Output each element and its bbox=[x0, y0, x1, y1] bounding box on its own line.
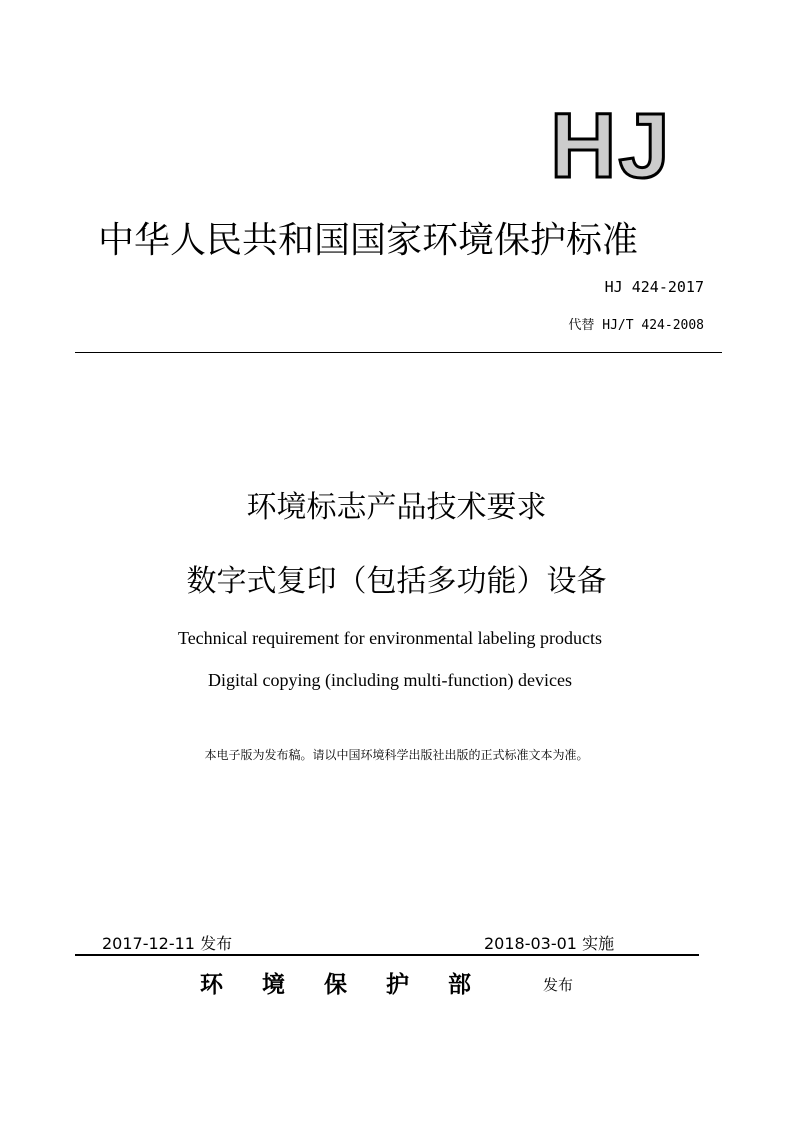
replaces-code: 代替 HJ/T 424-2008 bbox=[568, 318, 704, 333]
publisher: 环境保护部 bbox=[200, 972, 510, 998]
edition-note: 本电子版为发布稿。请以中国环境科学出版社出版的正式标准文本为准。 bbox=[204, 748, 589, 762]
divider bbox=[75, 352, 722, 353]
hj-logo: HJ bbox=[550, 95, 672, 197]
standard-title: 中华人民共和国国家环境保护标准 bbox=[98, 220, 639, 261]
standard-code: HJ 424-2017 bbox=[604, 278, 704, 296]
publisher-suffix: 发布 bbox=[543, 976, 574, 994]
divider bbox=[75, 954, 699, 956]
title-en-line2: Digital copying (including multi-function) devices bbox=[208, 670, 572, 690]
title-cn-line1: 环境标志产品技术要求 bbox=[246, 490, 547, 525]
title-en-line1: Technical requirement for environmental labeling products bbox=[177, 628, 603, 648]
effective-date: 2018-03-01 实施 bbox=[484, 934, 615, 953]
issue-date: 2017-12-11 发布 bbox=[102, 934, 233, 953]
title-cn-line2: 数字式复印（包括多功能）设备 bbox=[186, 564, 607, 599]
